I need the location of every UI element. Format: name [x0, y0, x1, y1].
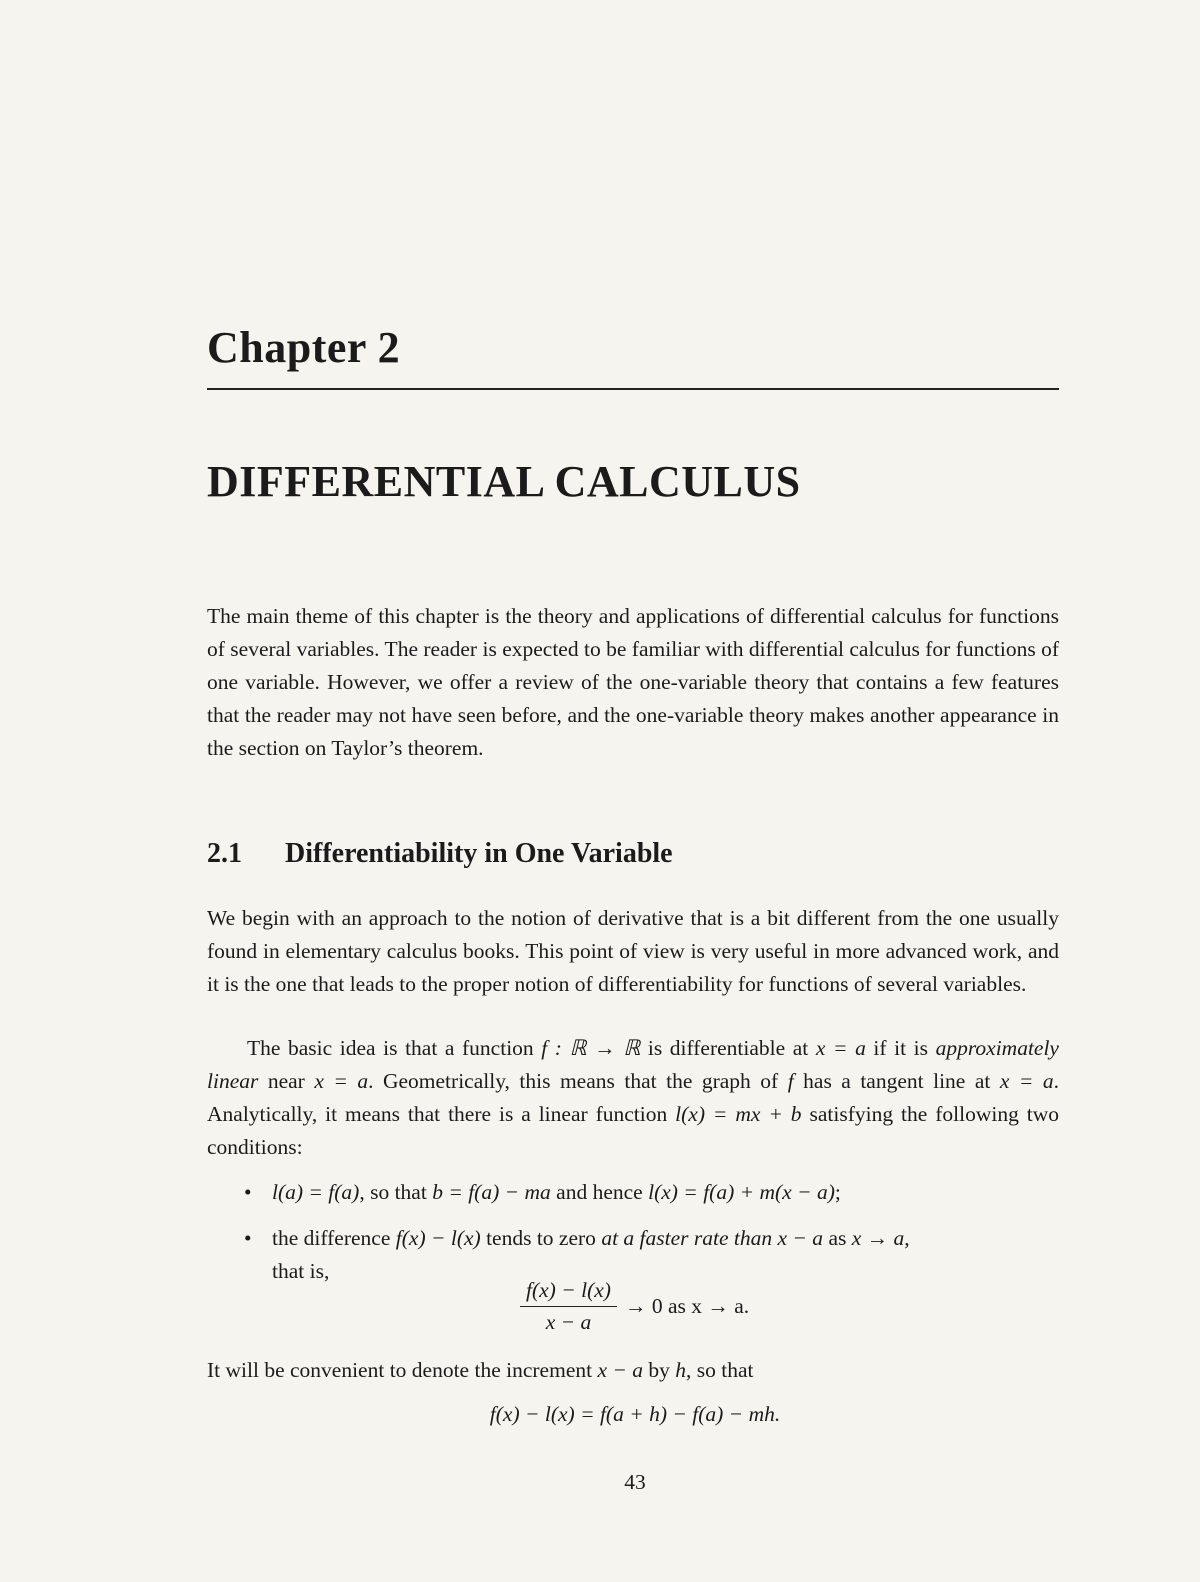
- chapter-title: DIFFERENTIAL CALCULUS: [207, 457, 801, 506]
- intro-paragraph: The main theme of this chapter is the theory and applications of differential calculus for functions of several variables. The reader is expected to be familiar with differential calculus for functions of one variable. However, we offer a review of the one-variable theory that contains a few features that the reader may not have seen before, and the one-variable theory makes another appearance in the section on Taylor’s theorem.: [207, 604, 1059, 760]
- fraction: [520, 1278, 617, 1335]
- p2-text: . Geometrically, this means that the graph of: [368, 1069, 788, 1093]
- chapter-label: Chapter 2: [207, 323, 401, 372]
- page-number: 43: [624, 1470, 646, 1494]
- p2-text: satisfying the following two conditions:: [207, 1102, 1060, 1159]
- p2-text: is differentiable at: [640, 1036, 816, 1060]
- b1-math: b = f(a) − ma: [432, 1180, 551, 1204]
- b1-text: , so that: [359, 1180, 433, 1204]
- p2-math: l(x) = mx + b: [675, 1102, 802, 1126]
- b1-text: ;: [834, 1180, 841, 1204]
- p3-text: by: [643, 1358, 676, 1382]
- b2-text: the difference: [272, 1226, 396, 1250]
- limit-fraction: [520, 1278, 749, 1335]
- p2-text: near: [258, 1069, 315, 1093]
- section-title: Differentiability in One Variable: [285, 838, 673, 869]
- p2-emphasis: approximately linear: [207, 1036, 1059, 1093]
- p2-math: x = a: [815, 1036, 866, 1060]
- p2-text: The basic idea is that a function: [247, 1036, 542, 1060]
- b2-math: f(x) − l(x): [395, 1226, 481, 1250]
- b2-text: tends to zero: [480, 1226, 602, 1250]
- section-heading: [207, 838, 673, 870]
- b1-math: l(a) = f(a): [272, 1180, 360, 1204]
- p3-text: It will be convenient to denote the increment: [207, 1358, 598, 1382]
- b1-text: and hence: [550, 1180, 649, 1204]
- p2-text: if it is: [865, 1036, 936, 1060]
- fraction-tail: → 0 as x → a.: [624, 1294, 750, 1318]
- chapter-rule: [207, 388, 1059, 390]
- p2-math: f: [787, 1069, 794, 1093]
- paragraph-1: We begin with an approach to the notion of derivative that is a bit different from the one usually found in elementary calculus books. This point of view is very useful in more advanced work, and it is the one that leads to the proper notion of differentiability for functions of several variables.: [207, 906, 1059, 996]
- p2-math: x = a: [314, 1069, 369, 1093]
- fraction-numerator: f(x) − l(x): [520, 1278, 617, 1307]
- paragraph-3: [207, 1354, 1059, 1387]
- b2-text: as: [823, 1226, 852, 1250]
- paragraph-2: [207, 1032, 1059, 1164]
- b1-math: l(x) = f(a) + m(x − a): [648, 1180, 835, 1204]
- p2-math: f : ℝ → ℝ: [541, 1036, 641, 1060]
- b2-text: ,: [904, 1226, 910, 1250]
- b2-math: x − a: [772, 1226, 824, 1250]
- fraction-denominator: x − a: [545, 1310, 592, 1334]
- p2-math: x = a: [999, 1069, 1054, 1093]
- p2-text: . Analytically, it means that there is a linear function: [207, 1069, 1059, 1126]
- p3-math: h: [675, 1358, 687, 1382]
- p2-text: has a tangent line at: [793, 1069, 1000, 1093]
- p3-math: x − a: [597, 1358, 644, 1382]
- p3-text: , so that: [686, 1358, 754, 1382]
- bullet-item-1: [244, 1176, 1059, 1209]
- display-equation: f(x) − l(x) = f(a + h) − f(a) − mh.: [489, 1402, 781, 1426]
- section-number: 2.1: [207, 838, 242, 869]
- b2-math: x → a: [851, 1226, 905, 1250]
- b2-emphasis: at a faster rate than: [601, 1226, 773, 1250]
- b2-text: that is,: [272, 1259, 330, 1283]
